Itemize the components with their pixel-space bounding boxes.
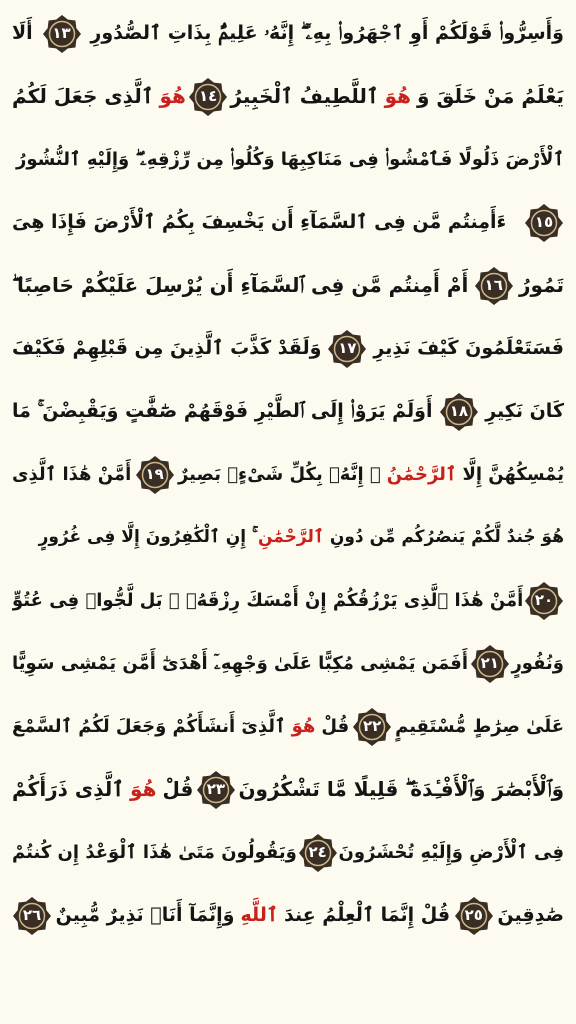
verse-text-segment [12, 254, 468, 317]
verse-text-segment [230, 65, 564, 128]
verse-line [12, 2, 564, 65]
ayah-number: ٢٤ [308, 843, 327, 861]
verse-line [12, 506, 564, 569]
verse-text-segment [12, 569, 523, 632]
ayah-number: ١٨ [449, 402, 468, 420]
verse-text-segment [497, 884, 564, 947]
verse-text: صَٰدِقِينَ [497, 904, 564, 926]
ayah-number-marker [474, 266, 514, 306]
verse-text: قُلْ [321, 716, 350, 737]
verse-text-segment [12, 317, 321, 380]
verse-line [12, 191, 564, 254]
ayah-number: ١٤ [198, 87, 218, 105]
verse-text: ٱلْأَرْضَ ذَلُولًا فَٱمْشُوا۟ فِى مَنَاكِبِهَا وَكُلُوا۟ مِن رِّزْقِهِۦ ۖ وَإِلَيْهِ ٱلنُّشُورُ [15, 149, 564, 170]
verse-text: أَمَّنْ هَٰذَا ٱلَّذِى يَرْزُقُكُمْ إِنْ أَمْسَكَ رِزْقَهُۥ ۚ بَل لَّجُّوا۟ فِى عُتُوٍّ [12, 590, 524, 611]
ayah-number-marker [352, 707, 392, 747]
verse-line [12, 758, 564, 821]
verse-text-segment [12, 443, 131, 506]
ayah-number: ١٧ [338, 339, 357, 357]
verse-text-segment [338, 821, 564, 884]
verse-text: عَلَىٰ صِرَٰطٍ مُّسْتَقِيمٍ [395, 716, 564, 737]
ayah-number-marker [439, 392, 479, 432]
verse-text: أَمْ أَمِنتُم مَّن فِى ٱلسَّمَآءِ أَن يُرْسِلَ عَلَيْكُمْ حَاصِبًا ۖ [12, 273, 469, 297]
verse-text: فِى ٱلْأَرْضِ وَإِلَيْهِ تُحْشَرُونَ [338, 842, 564, 863]
verse-text-segment [16, 128, 564, 191]
verse-text-segment [12, 695, 349, 758]
verse-text-segment [373, 317, 564, 380]
ayah-number: ٢٥ [464, 906, 483, 924]
verse-text-segment [519, 254, 564, 317]
verse-text: وَٱلْأَبْصَٰرَ وَٱلْأَفْـِٔدَةَ ۖ قَلِيلًا مَّا تَشْكُرُونَ [238, 777, 564, 801]
ayah-number: ٢٠ [534, 591, 554, 609]
verse-text-segment [12, 2, 33, 65]
verse-line [12, 884, 564, 947]
divine-name-text: ٱللَّهِ [240, 904, 278, 926]
verse-text-segment [12, 380, 432, 443]
verse-text-segment [12, 65, 186, 128]
verse-text: ءَأَمِنتُم مَّن فِى ٱلسَّمَآءِ أَن يَخْسِفَ بِكُمُ ٱلْأَرْضَ فَإِذَا هِىَ [12, 211, 507, 233]
ayah-number-marker [298, 833, 338, 873]
verse-text: كَانَ نَكِيرِ [485, 400, 564, 422]
ayah-number-marker [12, 896, 52, 936]
ayah-number-marker [327, 329, 367, 369]
verse-text-segment [90, 2, 564, 65]
verse-line [12, 695, 564, 758]
verse-text: فَسَتَعْلَمُونَ كَيْفَ نَذِيرِ [373, 337, 564, 359]
verse-line [12, 569, 564, 632]
verse-text: ٱلَّذِى جَعَلَ لَكُمُ [12, 84, 154, 108]
verse-text: قُلْ إِنَّمَا ٱلْعِلْمُ عِندَ [283, 904, 451, 926]
divine-name-text: هُوَ [291, 716, 316, 737]
verse-text-segment [56, 884, 450, 947]
verse-line [12, 254, 564, 317]
ayah-number-marker [196, 770, 236, 810]
verse-line [12, 317, 564, 380]
verse-text-segment [178, 443, 564, 506]
verse-text: تَمُورُ [519, 273, 564, 297]
ayah-number: ١٦ [484, 276, 503, 294]
verse-text: أَمَّنْ هَٰذَا ٱلَّذِى [12, 464, 132, 485]
verse-line [12, 632, 564, 695]
verse-text: هُوَ جُندٌ لَّكُمْ يَنصُرُكُم مِّن دُونِ [329, 527, 564, 547]
verse-text: أَفَمَن يَمْشِى مُكِبًّا عَلَىٰ وَجْهِهِۦٓ أَهْدَىٰٓ أَمَّن يَمْشِى سَوِيًّا [12, 653, 468, 674]
verse-text: وَلَقَدْ كَذَّبَ ٱلَّذِينَ مِن قَبْلِهِمْ فَكَيْفَ [12, 337, 322, 359]
verse-text: وَيَقُولُونَ مَتَىٰ هَٰذَا ٱلْوَعْدُ إِن كُنتُمْ [12, 842, 297, 863]
divine-name-text: ٱلرَّحْمَٰنُ [386, 464, 457, 485]
verse-text: وَنُفُورٍ [511, 653, 564, 674]
verse-text: أَوَلَمْ يَرَوْا۟ إِلَى ٱلطَّيْرِ فَوْقَهُمْ صَٰٓفَّٰتٍ وَيَقْبِضْنَ ۚ مَا [12, 400, 433, 422]
ayah-number-marker [42, 14, 82, 54]
verse-text: ۚ إِنَّهُۥ بِكُلِّ شَىْءٍۭ بَصِيرٌ [177, 464, 381, 485]
verse-text: قُلْ [162, 777, 194, 801]
divine-name-text: هُوَ [130, 777, 157, 801]
ayah-number: ٢١ [480, 654, 499, 672]
verse-text: ۚ إِنِ ٱلْكَٰفِرُونَ إِلَّا فِى غُرُورٍ [38, 527, 252, 547]
verse-text: وَأَسِرُّوا۟ قَوْلَكُمْ أَوِ ٱجْهَرُوا۟ بِهِۦٓ ۖ إِنَّهُۥ عَلِيمٌۢ بِذَاتِ ٱلصُّدُورِ [90, 22, 564, 44]
ayah-number: ١٥ [534, 213, 554, 231]
ayah-number-marker [524, 203, 564, 243]
ayah-number: ١٣ [52, 24, 71, 42]
divine-name-text: هُوَ [384, 84, 412, 108]
verse-line [12, 380, 564, 443]
verse-text: ٱلَّذِى ذَرَأَكُمْ [12, 777, 125, 801]
verse-text: يُمْسِكُهُنَّ إِلَّا [462, 464, 564, 485]
verse-line [12, 128, 564, 191]
ayah-number-marker [188, 77, 228, 117]
verse-text-segment [511, 632, 564, 695]
ayah-number-marker [135, 455, 175, 495]
verse-line [12, 821, 564, 884]
verse-text: يَعْلَمُ مَنْ خَلَقَ وَ [417, 84, 564, 108]
verse-text: ٱلَّذِىٓ أَنشَأَكُمْ وَجَعَلَ لَكُمُ ٱلسَّمْعَ [12, 716, 286, 737]
ayah-number-marker [470, 644, 510, 684]
verse-text-segment [12, 632, 468, 695]
verse-text-segment [12, 758, 193, 821]
ayah-number: ٢٦ [22, 906, 42, 924]
verse-text-segment [395, 695, 564, 758]
verse-text-segment [485, 380, 564, 443]
verse-text-segment [238, 758, 564, 821]
ayah-number-marker [524, 581, 564, 621]
ayah-number: ٢٣ [206, 780, 226, 798]
verse-text: أَلَا [12, 22, 33, 44]
verse-line [12, 65, 564, 128]
divine-name-text: هُوَ [159, 84, 186, 108]
ayah-number: ١٩ [145, 465, 164, 483]
ayah-number-marker [454, 896, 494, 936]
verse-text: وَإِنَّمَآ أَنَا۠ نَذِيرٌ مُّبِينٌ [55, 904, 235, 926]
verse-text-segment [12, 821, 297, 884]
verse-text: ٱللَّطِيفُ ٱلْخَبِيرُ [230, 84, 379, 108]
ayah-number: ٢٢ [363, 717, 382, 735]
verse-line [12, 443, 564, 506]
verse-text-segment [12, 191, 506, 254]
verse-text-segment [39, 506, 564, 569]
divine-name-text: ٱلرَّحْمَٰنِ [257, 527, 324, 547]
